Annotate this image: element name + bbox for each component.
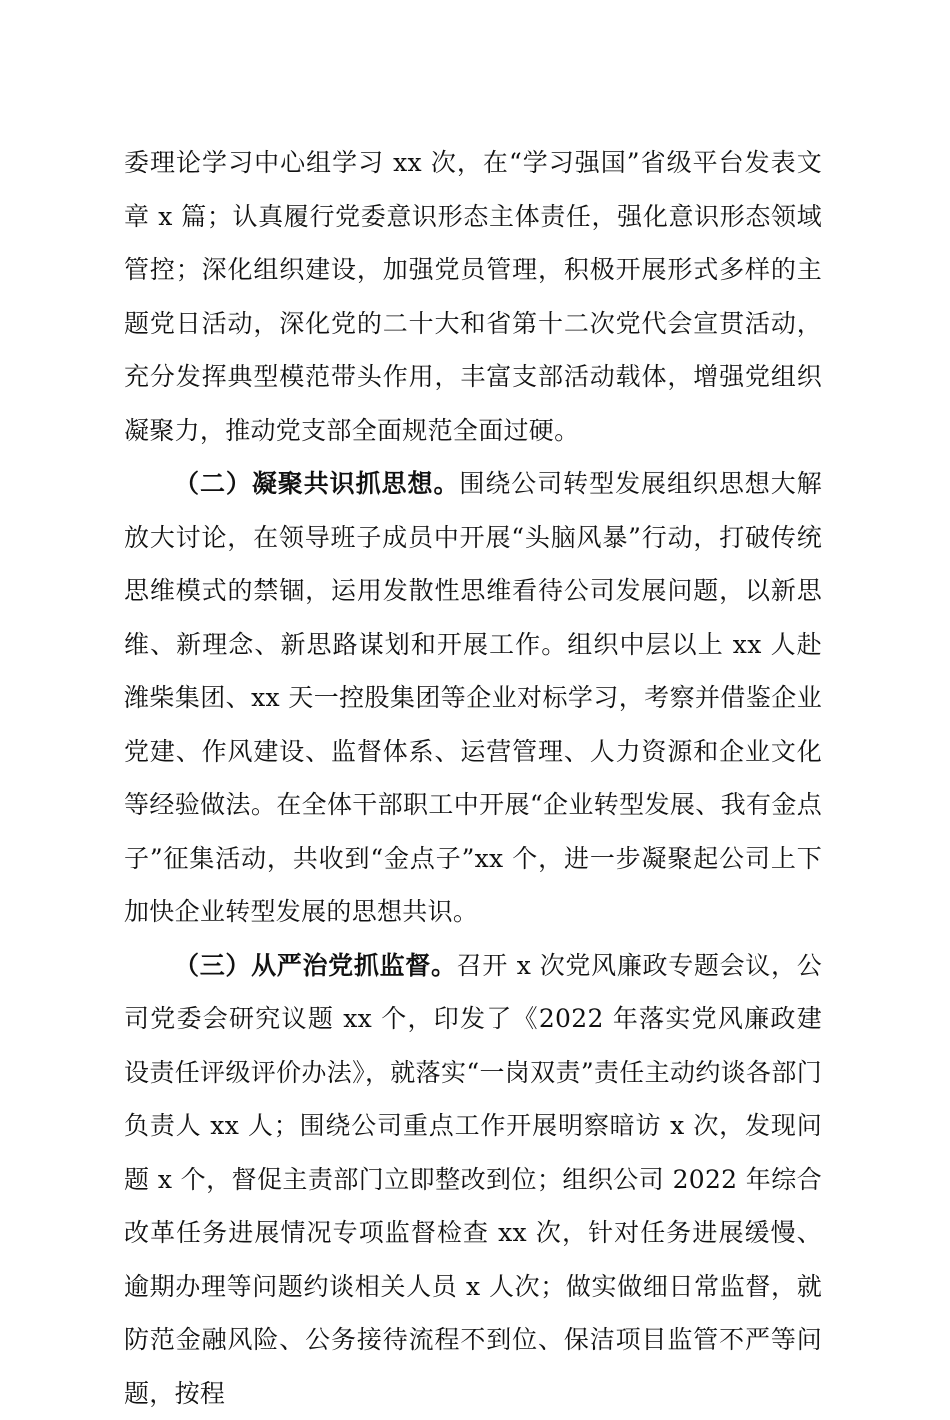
paragraph-text: 委理论学习中心组学习 xx 次，在“学习强国”省级平台发表文章 x 篇；认真履行党委意识形态主体责任，强化意识形态领域管控；深化组织建设，加强党员管理，积极开展形式多样的主题党日活动，深化党的二十大和省第十二次党代会宣贯活动，充分发挥典型模范带头作用，丰富支部活动载体，增强党组织凝聚力，推动党支部全面规范全面过硬。 [124,148,822,445]
paragraph-text: 召开 x 次党风廉政专题会议，公司党委会研究议题 xx 个，印发了《2022 年落实党风廉政建设责任评级评价办法》，就落实“一岗双责”责任主动约谈各部门负责人 xx 人；围绕公司重点工作开展明察暗访 x 次，发现问题 x 个，督促主责部门立即整改到位；组织公司 2022 年综合改革任务进展情况专项监督检查 xx 次，针对任务进展缓慢、逾期办理等问题约谈相关人员 x 人次；做实做细日常监督，就防范金融风险、公务接待流程不到位、保洁项目监管不严等问题，按程 [124,951,822,1408]
paragraph-section-2 [124,457,822,939]
section-heading: （二）凝聚共识抓思想。 [174,469,459,498]
paragraph-text: 围绕公司转型发展组织思想大解放大讨论，在领导班子成员中开展“头脑风暴”行动，打破传统思维模式的禁锢，运用发散性思维看待公司发展问题，以新思维、新理念、新思路谋划和开展工作。组织中层以上 xx 人赴潍柴集团、xx 天一控股集团等企业对标学习，考察并借鉴企业党建、作风建设、监督体系、运营管理、人力资源和企业文化等经验做法。在全体干部职工中开展“企业转型发展、我有金点子”征集活动，共收到“金点子”xx 个，进一步凝聚起公司上下加快企业转型发展的思想共识。 [124,469,822,926]
paragraph-section-3 [124,939,822,1420]
paragraph-continuation [124,136,822,457]
section-heading: （三）从严治党抓监督。 [174,951,457,980]
document-page [124,136,822,1420]
